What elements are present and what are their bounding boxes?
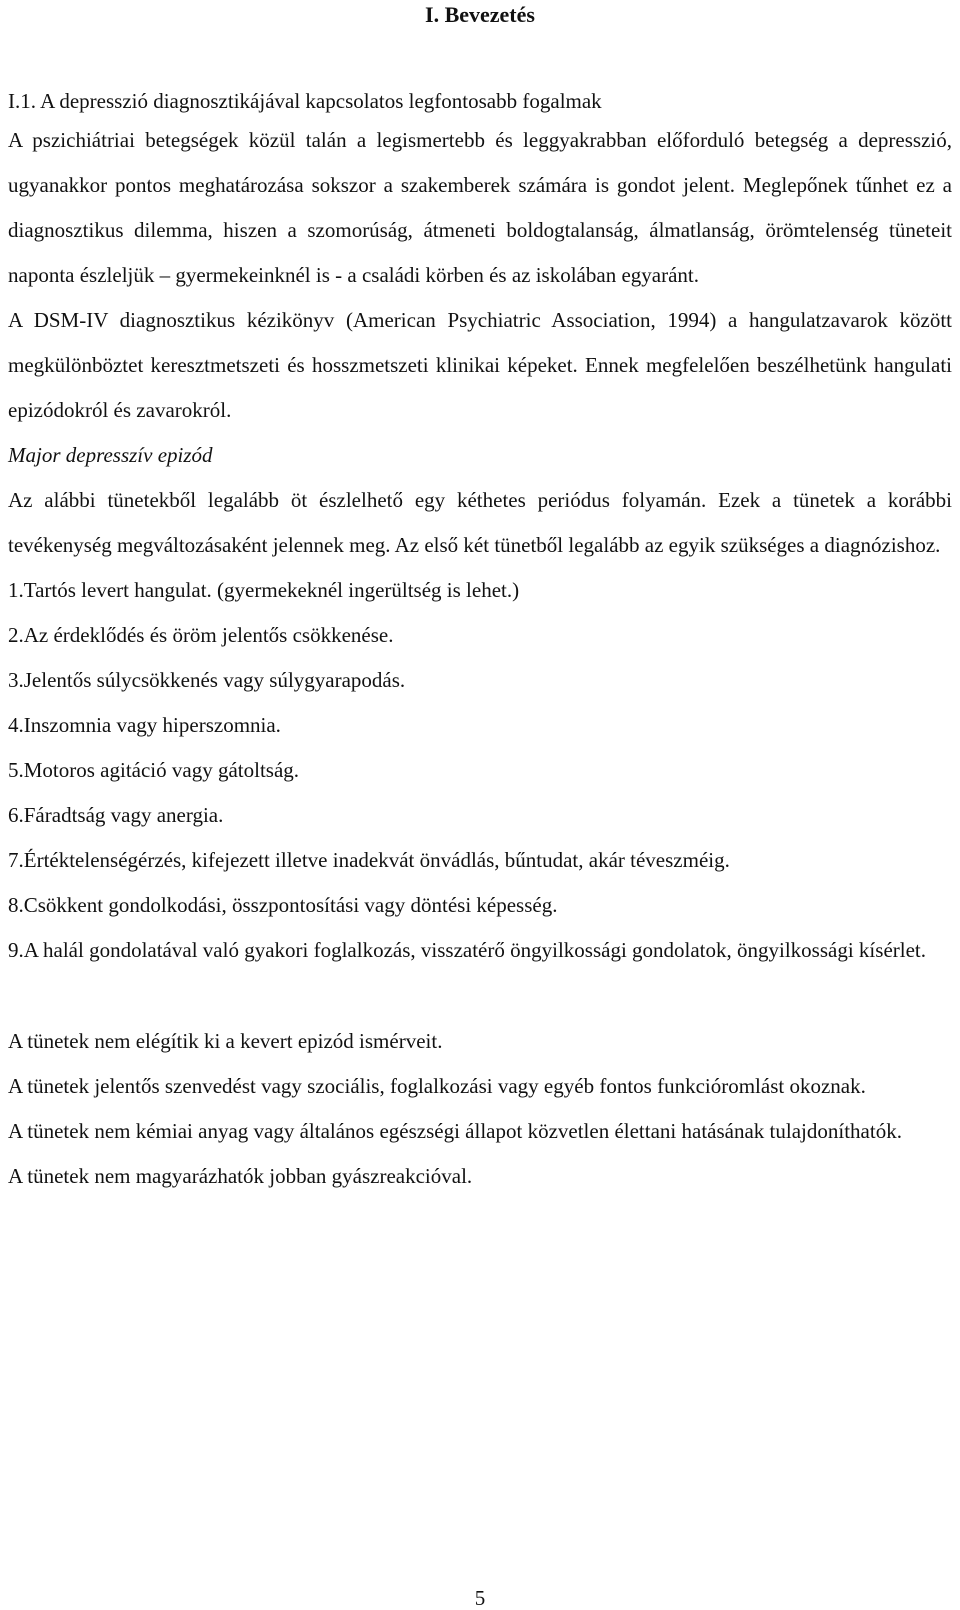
criteria-item: 1.Tartós levert hangulat. (gyermekeknél ingerültség is lehet.) [8, 578, 520, 602]
criteria-list [8, 568, 952, 973]
criteria-item: 6.Fáradtság vagy anergia. [8, 803, 224, 827]
criteria-intro-paragraph: Az alábbi tünetekből legalább öt észlelhető egy kéthetes periódus folyamán. Ezek a tünetek a korábbi tevékenység megváltozásaként jelennek meg. Az első két tünetből legalább az egyik szükséges a diagnózishoz. [8, 488, 952, 557]
closing-paragraph: A tünetek jelentős szenvedést vagy szociális, foglalkozási vagy egyéb fontos funkcióromlást okoznak. [8, 1074, 866, 1098]
criteria-item: 7.Értéktelenségérzés, kifejezett illetve inadekvát önvádlás, bűntudat, akár téveszméig. [8, 848, 730, 872]
major-depressive-episode-heading: Major depresszív epizód [8, 443, 213, 467]
closing-paragraph: A tünetek nem magyarázhatók jobban gyászreakcióval. [8, 1164, 473, 1188]
criteria-item: 9.A halál gondolatával való gyakori foglalkozás, visszatérő öngyilkossági gondolatok, öngyilkossági kísérlet. [8, 938, 926, 962]
dsm-paragraph: A DSM-IV diagnosztikus kézikönyv (American Psychiatric Association, 1994) a hangulatzavarok között megkülönböztet keresztmetszeti és hosszmetszeti klinikai képeket. Ennek megfelelően beszélhetünk hangulati epizódokról és zavarokról. [8, 308, 952, 422]
criteria-item: 2.Az érdeklődés és öröm jelentős csökkenése. [8, 623, 394, 647]
criteria-item: 8.Csökkent gondolkodási, összpontosítási vagy döntési képesség. [8, 893, 558, 917]
document-page [8, 0, 952, 1199]
criteria-item: 3.Jelentős súlycsökkenés vagy súlygyarapodás. [8, 668, 406, 692]
criteria-item: 4.Inszomnia vagy hiperszomnia. [8, 713, 281, 737]
chapter-title: I. Bevezetés [425, 2, 535, 27]
criteria-item: 5.Motoros agitáció vagy gátoltság. [8, 758, 300, 782]
closing-paragraph: A tünetek nem elégítik ki a kevert epizód ismérveit. [8, 1029, 443, 1053]
intro-paragraph: A pszichiátriai betegségek közül talán a legismertebb és leggyakrabban előforduló betegség a depresszió, ugyanakkor pontos meghatározása sokszor a szakemberek számára is gondot jelent. Meglepőnek tűnhet ez a diagnosztikus dilemma, hiszen a szomorúság, átmeneti boldogtalanság, álmatlanság, örömtelenség tüneteit naponta észleljük – gyermekeinknél is - a családi körben és az iskolában egyaránt. [8, 128, 952, 287]
page-number: 5 [474, 1586, 486, 1610]
closing-paragraph: A tünetek nem kémiai anyag vagy általános egészségi állapot közvetlen élettani hatásának tulajdoníthatók. [8, 1119, 902, 1143]
blank-line-spacer [8, 973, 952, 1019]
section-heading: I.1. A depresszió diagnosztikájával kapcsolatos legfontosabb fogalmak [8, 89, 602, 113]
